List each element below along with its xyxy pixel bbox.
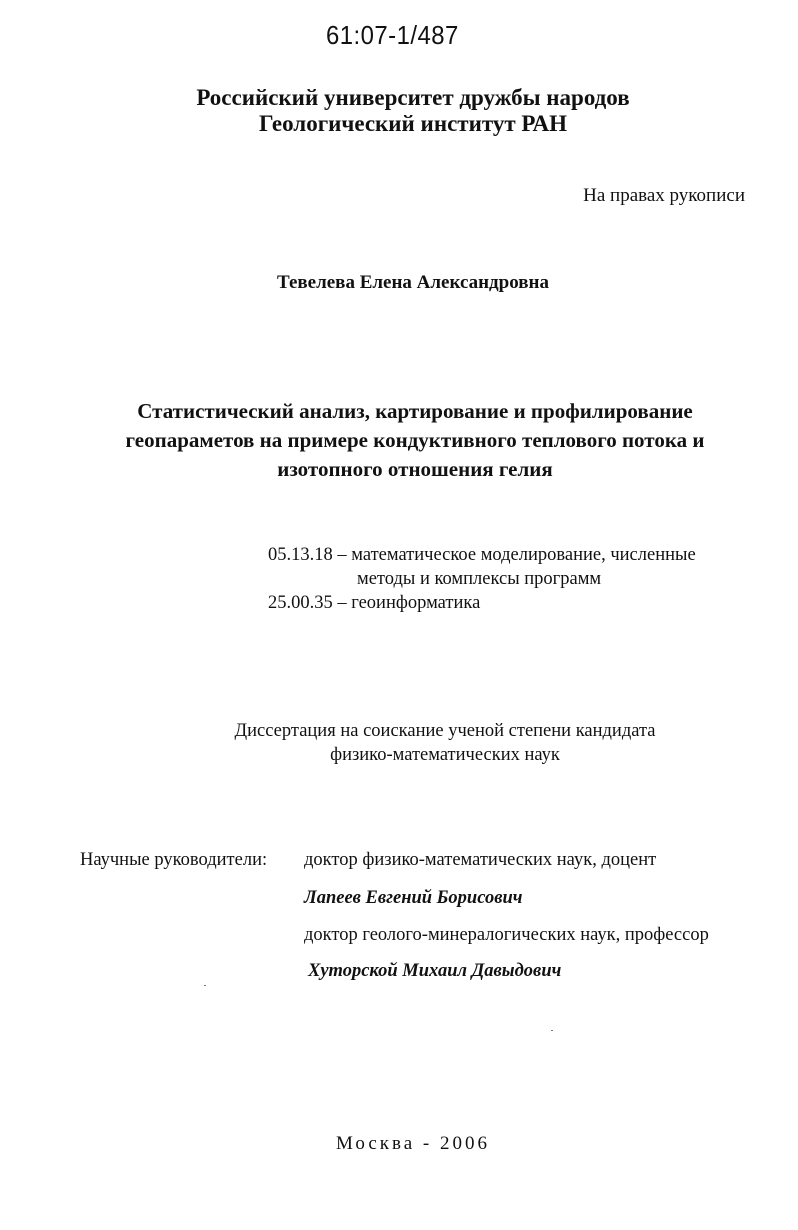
author-name: Тевелева Елена Александровна xyxy=(277,272,549,293)
specialty-line: 25.00.35 – геоинформатика xyxy=(268,593,481,613)
scan-speck xyxy=(204,985,206,986)
institution-university: Российский университет дружбы народов xyxy=(196,85,630,110)
city-year: Москва - 2006 xyxy=(335,1133,491,1154)
supervisor-degree: доктор физико-математических наук, доцент xyxy=(304,850,657,870)
supervisor-name: Лапеев Евгений Борисович xyxy=(304,888,523,908)
specialty-line-continuation: методы и комплексы программ xyxy=(357,569,602,589)
scan-speck xyxy=(551,1030,553,1031)
institution-geological-institute: Геологический институт РАН xyxy=(259,111,567,136)
title-line: изотопного отношения гелия xyxy=(277,457,553,481)
manuscript-note: На правах рукописи xyxy=(583,185,745,206)
supervisor-name: Хуторской Михаил Давыдович xyxy=(308,961,562,981)
title-line: Статистический анализ, картирование и профилирование xyxy=(137,399,693,423)
specialty-line: 05.13.18 – математическое моделирование, численные xyxy=(268,545,696,565)
degree-line: физико-математических наук xyxy=(330,745,560,765)
title-line: геопараметов на примере кондуктивного теплового потока и xyxy=(125,428,705,452)
supervisor-degree: доктор геолого-минералогических наук, профессор xyxy=(304,925,709,945)
degree-line: Диссертация на соискание ученой степени кандидата xyxy=(234,721,656,741)
catalog-number: 61:07-1/487 xyxy=(326,20,459,50)
supervisors-label: Научные руководители: xyxy=(80,850,268,870)
